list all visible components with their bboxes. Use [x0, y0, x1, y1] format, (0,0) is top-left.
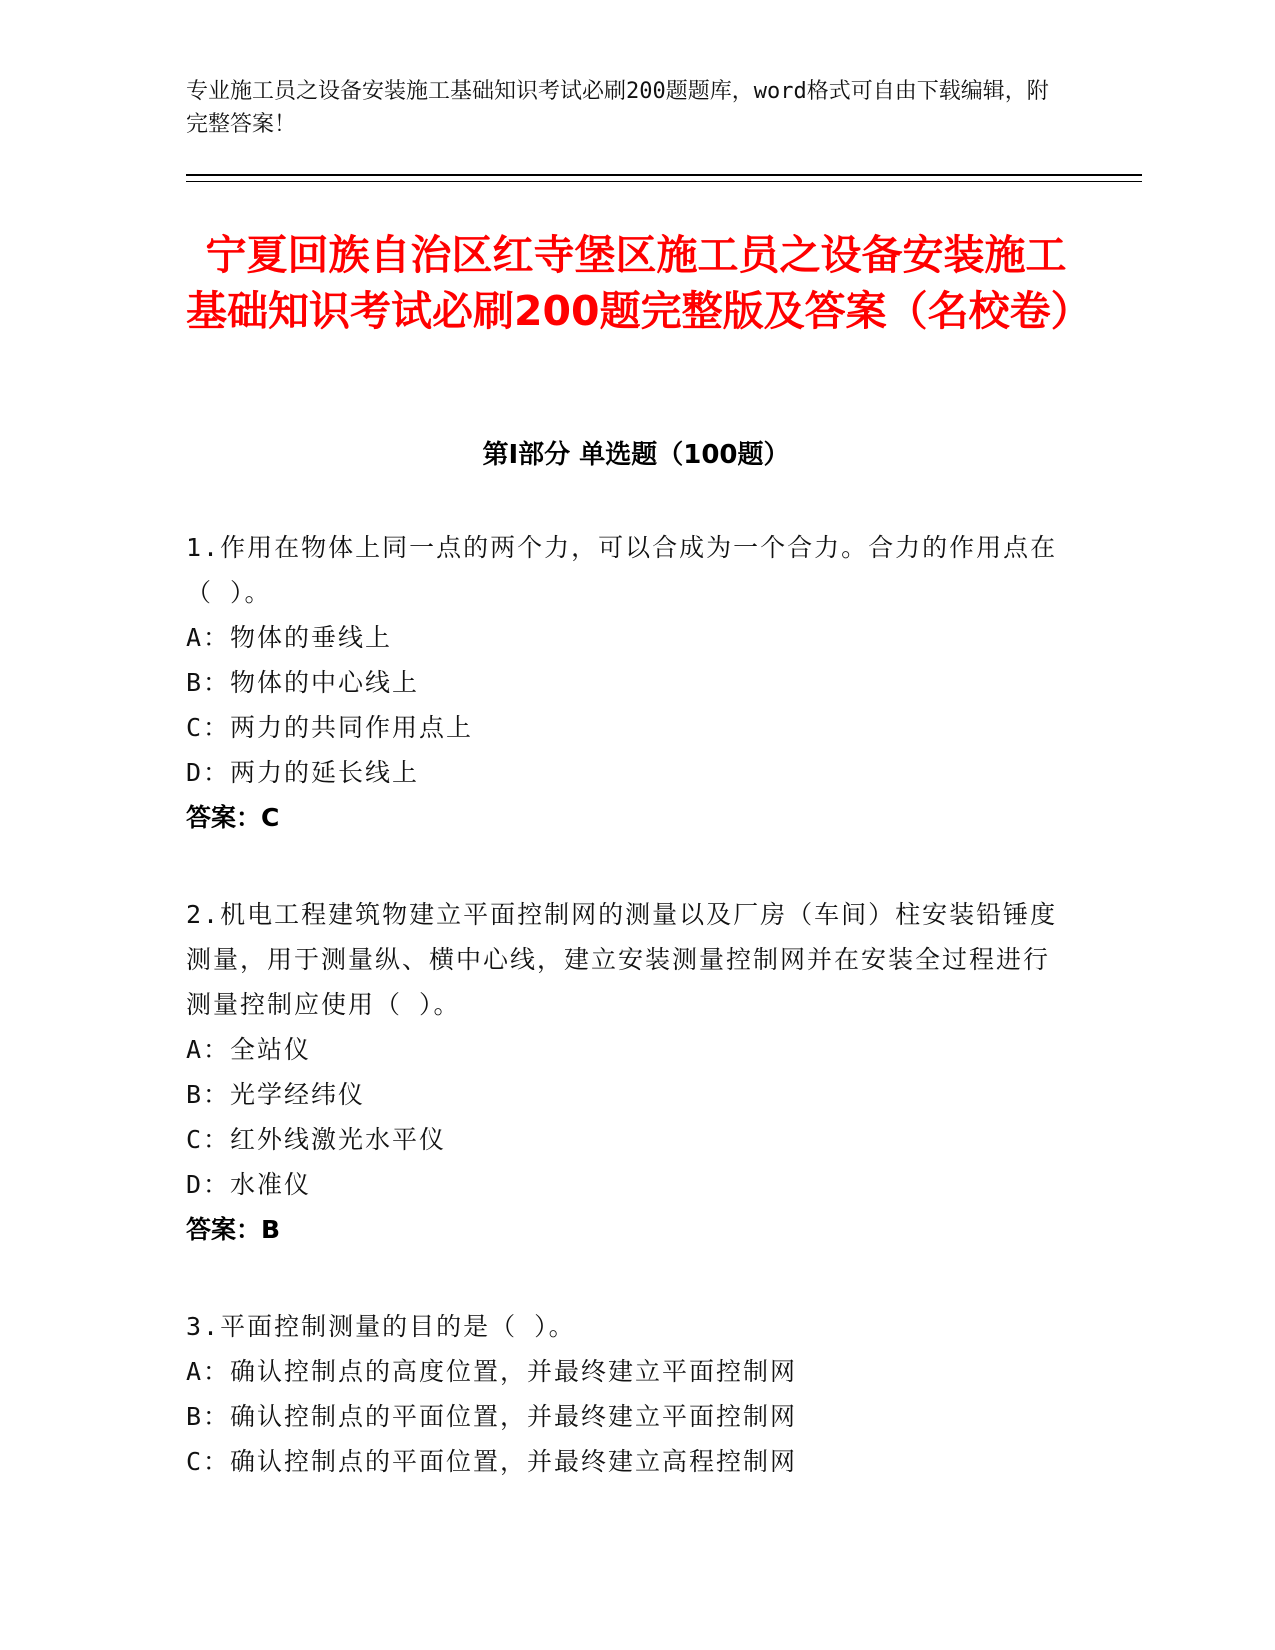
- question-text: 1.作用在物体上同一点的两个力，可以合成为一个合力。合力的作用点在（ ）。: [186, 533, 1058, 607]
- header-note: 专业施工员之设备安装施工基础知识考试必刷200题题库，word格式可自由下载编辑，附完整答案！: [186, 79, 1049, 137]
- option-b: B：确认控制点的平面位置，并最终建立平面控制网: [186, 1402, 798, 1431]
- option-b: B：物体的中心线上: [186, 668, 420, 697]
- answer: 答案：C: [186, 803, 280, 832]
- option-c: C：确认控制点的平面位置，并最终建立高程控制网: [186, 1447, 798, 1476]
- answer: 答案：B: [186, 1215, 281, 1244]
- option-c: C：红外线激光水平仪: [186, 1125, 447, 1154]
- question-text: 2.机电工程建筑物建立平面控制网的测量以及厂房（车间）柱安装铅锤度测量，用于测量纵、横中心线，建立安装测量控制网并在安装全过程进行测量控制应使用（ ）。: [186, 900, 1058, 1019]
- option-d: D：两力的延长线上: [186, 758, 420, 787]
- option-c: C：两力的共同作用点上: [186, 713, 474, 742]
- header-divider-thick: [186, 174, 1142, 176]
- section-heading: 第Ⅰ部分 单选题（100题）: [482, 440, 790, 470]
- option-b: B：光学经纬仪: [186, 1080, 366, 1109]
- option-a: A：全站仪: [186, 1035, 312, 1064]
- question-item: [186, 1304, 1066, 1484]
- option-a: A：确认控制点的高度位置，并最终建立平面控制网: [186, 1357, 798, 1386]
- option-a: A：物体的垂线上: [186, 623, 393, 652]
- question-item: [186, 892, 1066, 1252]
- question-text: 3.平面控制测量的目的是（ ）。: [186, 1312, 576, 1341]
- document-title: 宁夏回族自治区红寺堡区施工员之设备安装施工基础知识考试必刷200题完整版及答案（名校卷）: [186, 231, 1092, 335]
- question-list: [186, 525, 1066, 1536]
- option-d: D：水准仪: [186, 1170, 312, 1199]
- question-item: [186, 525, 1066, 840]
- header-divider-thin: [186, 181, 1142, 182]
